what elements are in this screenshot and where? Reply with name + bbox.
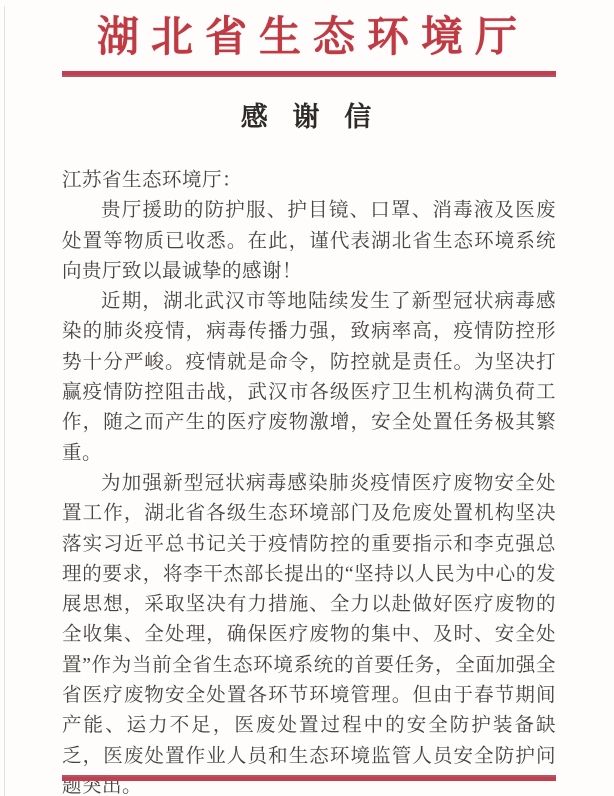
salutation: 江苏省生态环境厅： (62, 170, 243, 191)
letterhead-rule (62, 71, 556, 77)
footer-rule (62, 775, 556, 781)
scan-edge-artifact (4, 6, 5, 796)
paragraph: 为加强新型冠状病毒感染肺炎疫情医疗废物安全处置工作，湖北省各级生态环境部门及危废处置机构坚决落实习近平总书记关于疫情防控的重要指示和李克强总理的要求，将李干杰部长提出的“坚持以人民为中心的发展思想，采取坚决有力措施、全力以赴做好医疗废物的全收集、全处理，确保医疗废物的集中、及时、安全处置”作为当前全省生态环境系统的首要任务，全面加强全省医疗废物安全处置各环节环境管理。但由于春节期间产能、运力不足，医废处置过程中的安全防护装备缺乏，医废处置作业人员和生态环境监管人员安全防护问题突出。 (62, 472, 556, 796)
paragraphs (62, 196, 556, 796)
paragraph: 近期，湖北武汉市等地陆续发生了新型冠状病毒感染的肺炎疫情，病毒传播力强，致病率高，疫情防控形势十分严峻。疫情就是命令，防控就是责任。为坚决打赢疫情防控阻击战，武汉市各级医疗卫生机构满负荷工作，随之而产生的医疗废物激增，安全处置任务极其繁重。 (62, 291, 556, 464)
paragraph: 贵厅援助的防护服、护目镜、口罩、消毒液及医废处置等物质已收悉。在此，谨代表湖北省生态环境系统向贵厅致以最诚挚的感谢！ (62, 200, 556, 282)
letterhead-section (0, 14, 614, 77)
letter-title: 感 谢 信 (240, 102, 374, 132)
letterhead-title: 湖北省生态环境厅 (96, 15, 529, 61)
letter-body (62, 166, 556, 796)
